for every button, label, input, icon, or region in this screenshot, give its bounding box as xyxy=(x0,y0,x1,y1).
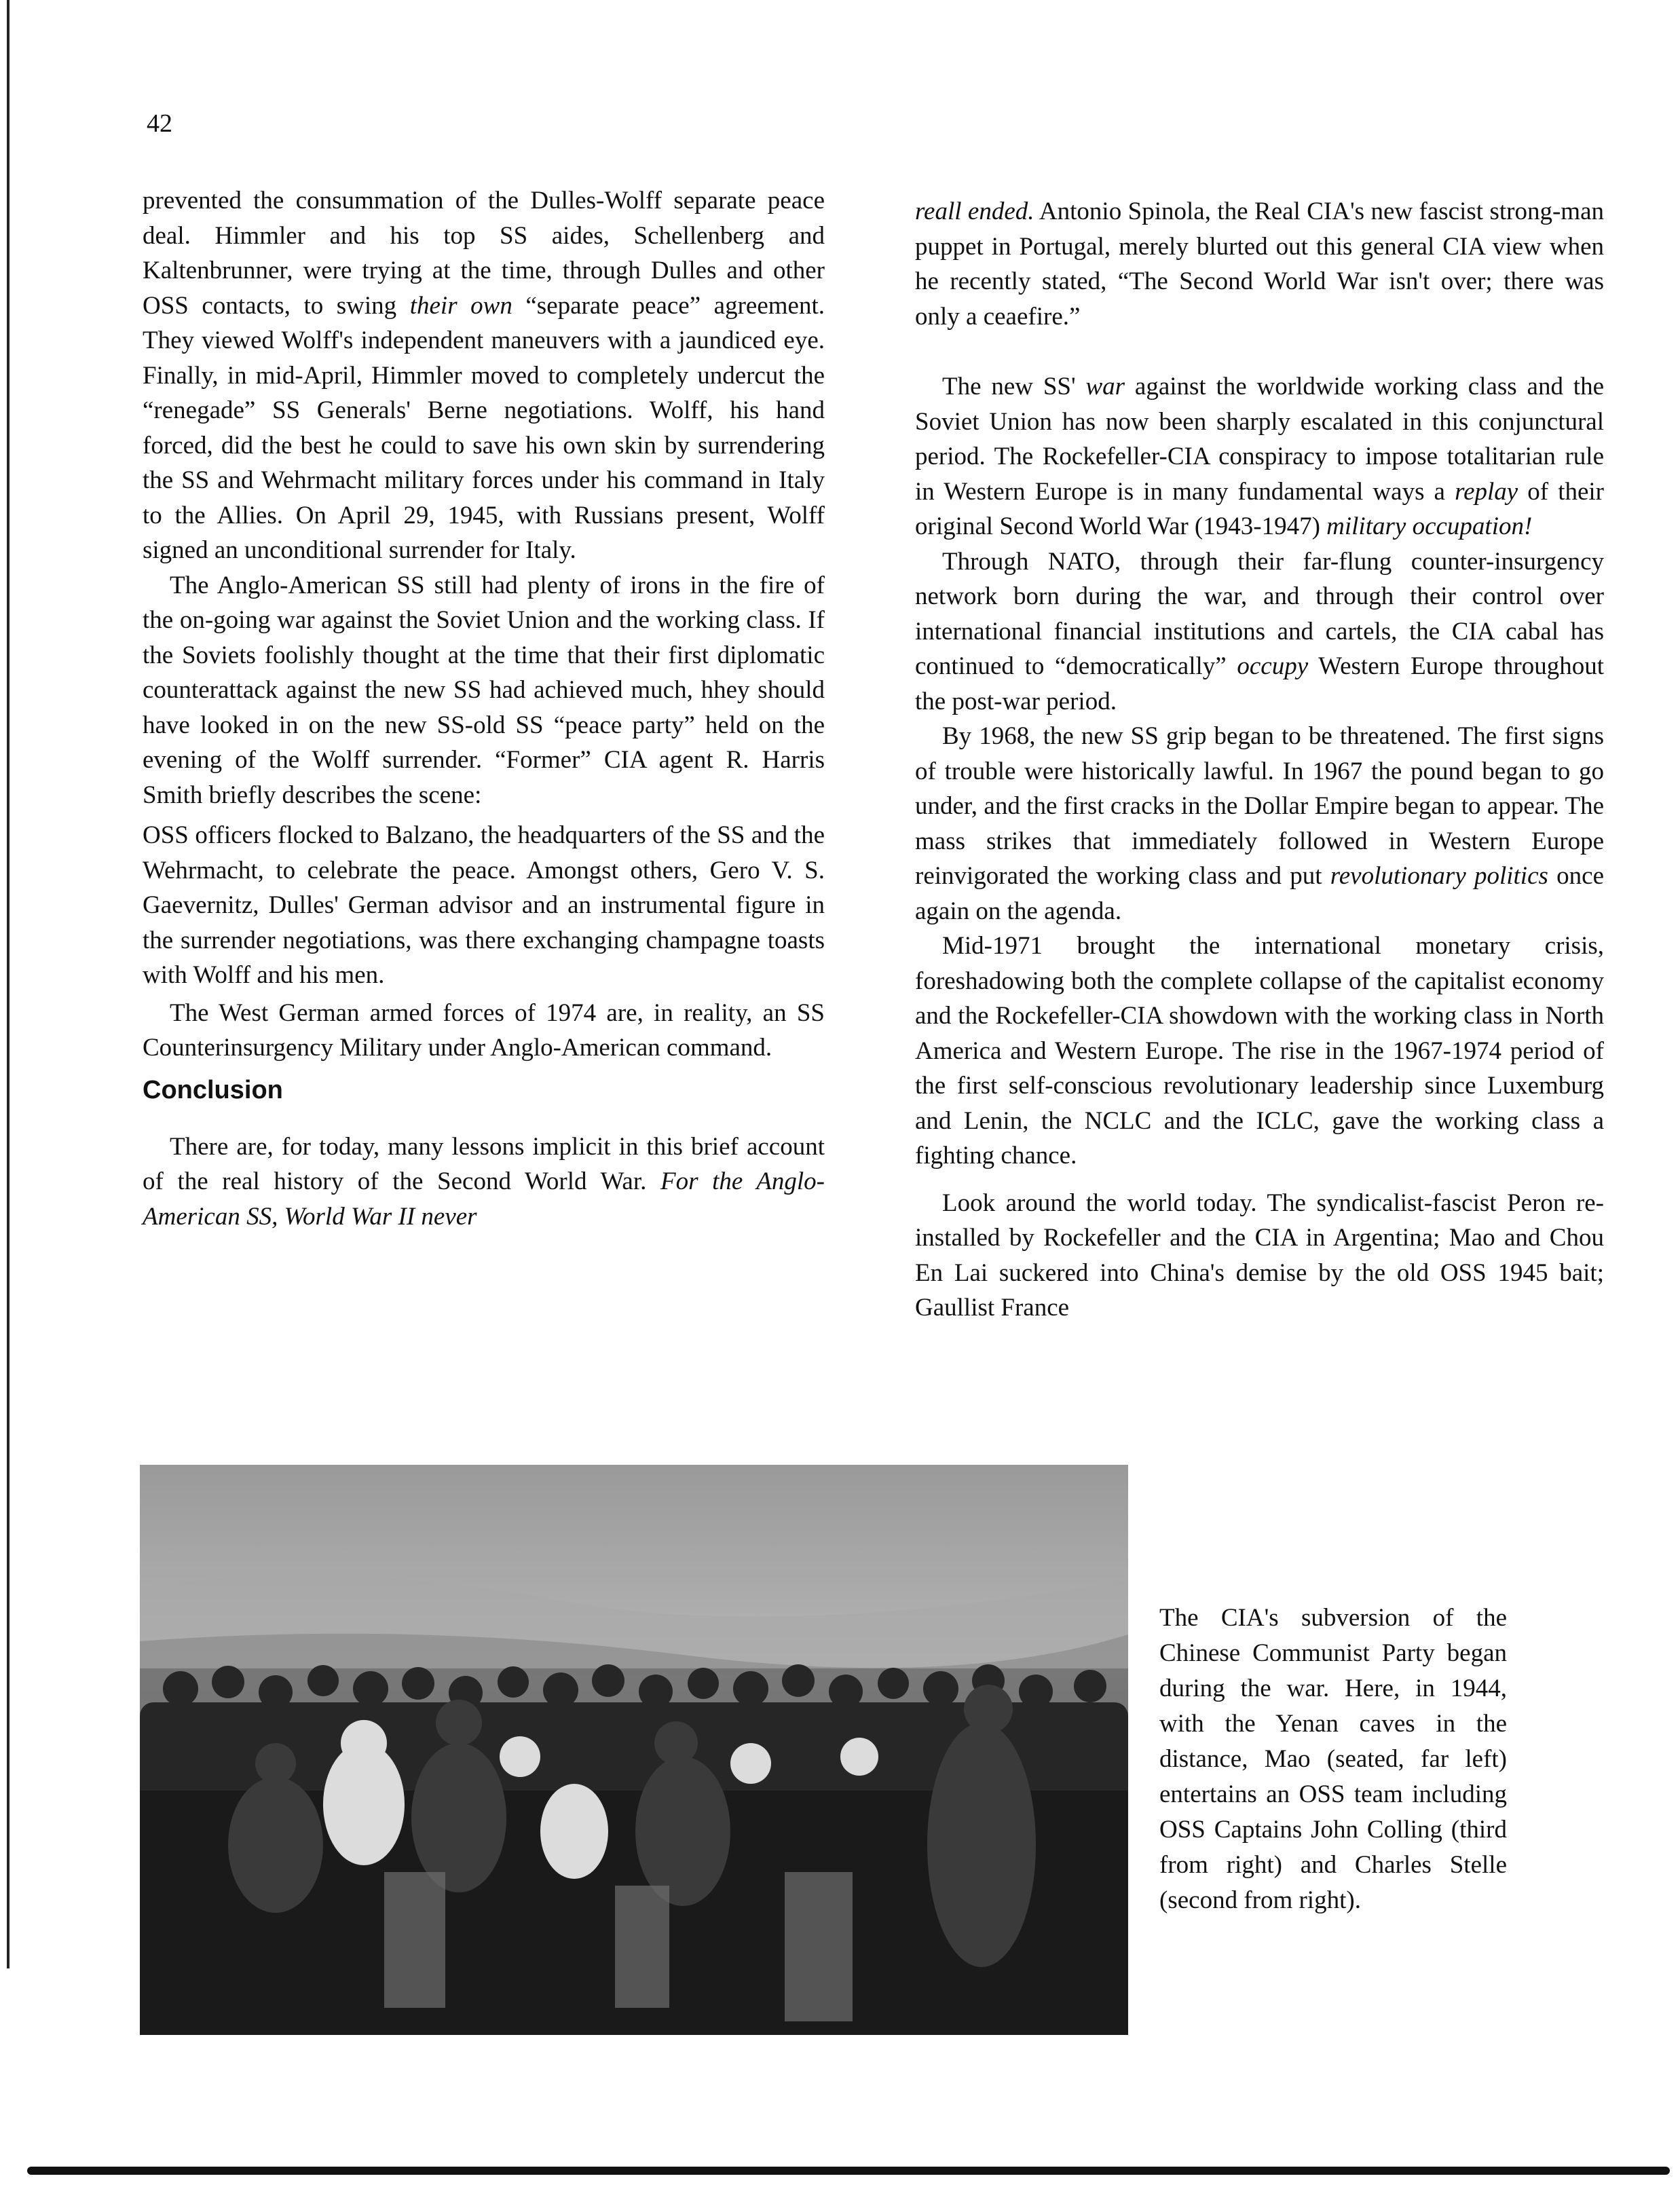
text-run: Antonio Spinola, the Real CIA's new fascist strong-man puppet in Portugal, merely blurted out this general CIA view when he recently stated, “The Second World War isn't over; there was only a ceaefire.” xyxy=(915,198,1605,331)
block-quote: OSS officers flocked to Balzano, the headquarters of the SS and the Wehrmacht, to celebrate the peace. Amongst others, Gero V. S. Gaevernitz, Dulles' German advisor and an instrumental figure in the surrender negotiations, was there exchanging champagne toasts with Wolff and his men. xyxy=(143,821,825,989)
text-run: Through NATO, through their far-flung counter-insurgency network born during the war, and through their control over international financial institutions and cartels, the CIA cabal has continued to “democratically” xyxy=(915,547,1604,680)
right-column xyxy=(915,194,1604,1326)
text-run: prevented the consummation of the Dulles-Wolff separate peace deal. Himmler and his top SS aides, Schellenberg and Kaltenbrunner, were trying at the time, through Dulles and other OSS contacts, to swing xyxy=(143,187,825,320)
text-run: once again on the agenda. xyxy=(915,862,1604,925)
emphasis: military occupation! xyxy=(1326,512,1533,540)
emphasis: For the Anglo-American SS, World War II never xyxy=(143,1167,825,1231)
historical-photo xyxy=(140,1465,1128,2035)
photo-image xyxy=(140,1465,1128,2035)
section-heading: Conclusion xyxy=(143,1075,283,1104)
left-paragraph-3: The West German armed forces of 1974 are, in reality, an SS Counterinsurgency Military under Anglo-American command. xyxy=(143,998,825,1062)
emphasis: replay xyxy=(1455,477,1518,506)
text-run: against the worldwide working class and the Soviet Union has now been sharply escalated in this conjunctural period. The Rockefeller-CIA conspiracy to impose totalitarian rule in Western Europe is in many fundamental ways a xyxy=(915,373,1604,506)
right-paragraph-2 xyxy=(915,369,1604,544)
emphasis: occupy xyxy=(1237,652,1309,680)
text-run: Western Europe throughout the post-war period. xyxy=(915,652,1604,715)
left-column xyxy=(143,183,825,1234)
emphasis: war xyxy=(1085,373,1125,400)
text-run: There are, for today, many lessons implicit in this brief account of the real history of the Second World War. xyxy=(143,1132,825,1195)
left-paragraph-4 xyxy=(143,1129,825,1235)
emphasis: revolutionary politics xyxy=(1330,862,1548,890)
right-paragraph-4 xyxy=(915,719,1604,929)
left-paragraph-2: The Anglo-American SS still had plenty of irons in the fire of the on-going war against the Soviet Union and the working class. If the Soviets foolishly thought at the time that their first diplomatic counterattack against the new SS had achieved much, hhey should have looked in on the new SS-old SS “peace party” held on the evening of the Wolff surrender. “Former” CIA agent R. Harris Smith briefly describes the scene: xyxy=(143,571,825,809)
text-run: “separate peace” agreement. They viewed Wolff's independent maneuvers with a jaundiced eye. Finally, in mid-April, Himmler moved to completely undercut the “renegade” SS Generals' Berne negotiations. Wolff, his hand forced, did the best he could to save his own skin by surrendering the SS and Wehrmacht military forces under his command in Italy to the Allies. On April 29, 1945, with Russians present, Wolff signed an unconditional surrender for Italy. xyxy=(143,291,825,564)
bottom-rule xyxy=(27,2167,1670,2175)
right-paragraph-5: Mid-1971 brought the international monetary crisis, foreshadowing both the complete collapse of the capitalist economy and the Rockefeller-CIA showdown with the working class in North America and Western Europe. The rise in the 1967-1974 period of the first self-conscious revolutionary leadership since Luxemburg and Lenin, the NCLC and the ICLC, gave the working class a fighting chance. xyxy=(915,932,1604,1170)
emphasis: their own xyxy=(409,291,512,320)
right-paragraph-3 xyxy=(915,544,1604,719)
right-paragraph-6: Look around the world today. The syndicalist-fascist Peron re-installed by Rockefeller and the CIA in Argentina; Mao and Chou En Lai suckered into China's demise by the old OSS 1945 bait; Gaullist France xyxy=(915,1189,1604,1322)
left-paragraph-1 xyxy=(143,183,825,568)
text-run: of their original Second World War (1943-1947) xyxy=(915,477,1605,540)
text-run: The new SS' xyxy=(942,373,1086,400)
emphasis: reall ended. xyxy=(915,198,1034,225)
page-edge xyxy=(7,0,10,1968)
right-paragraph-1 xyxy=(915,194,1604,334)
text-run: By 1968, the new SS grip began to be threatened. The first signs of trouble were historically lawful. In 1967 the pound began to go under, and the first cracks in the Dollar Empire began to appear. The mass strikes that immediately followed in Western Europe reinvigorated the working class and put xyxy=(915,722,1604,890)
photo-caption: The CIA's subversion of the Chinese Communist Party began during the war. Here, in 1944, with the Yenan caves in the distance, Mao (seated, far left) entertains an OSS team including OSS Captains John Colling (third from right) and Charles Stelle (second from right). xyxy=(1159,1604,1507,1914)
page-number: 42 xyxy=(147,109,172,138)
